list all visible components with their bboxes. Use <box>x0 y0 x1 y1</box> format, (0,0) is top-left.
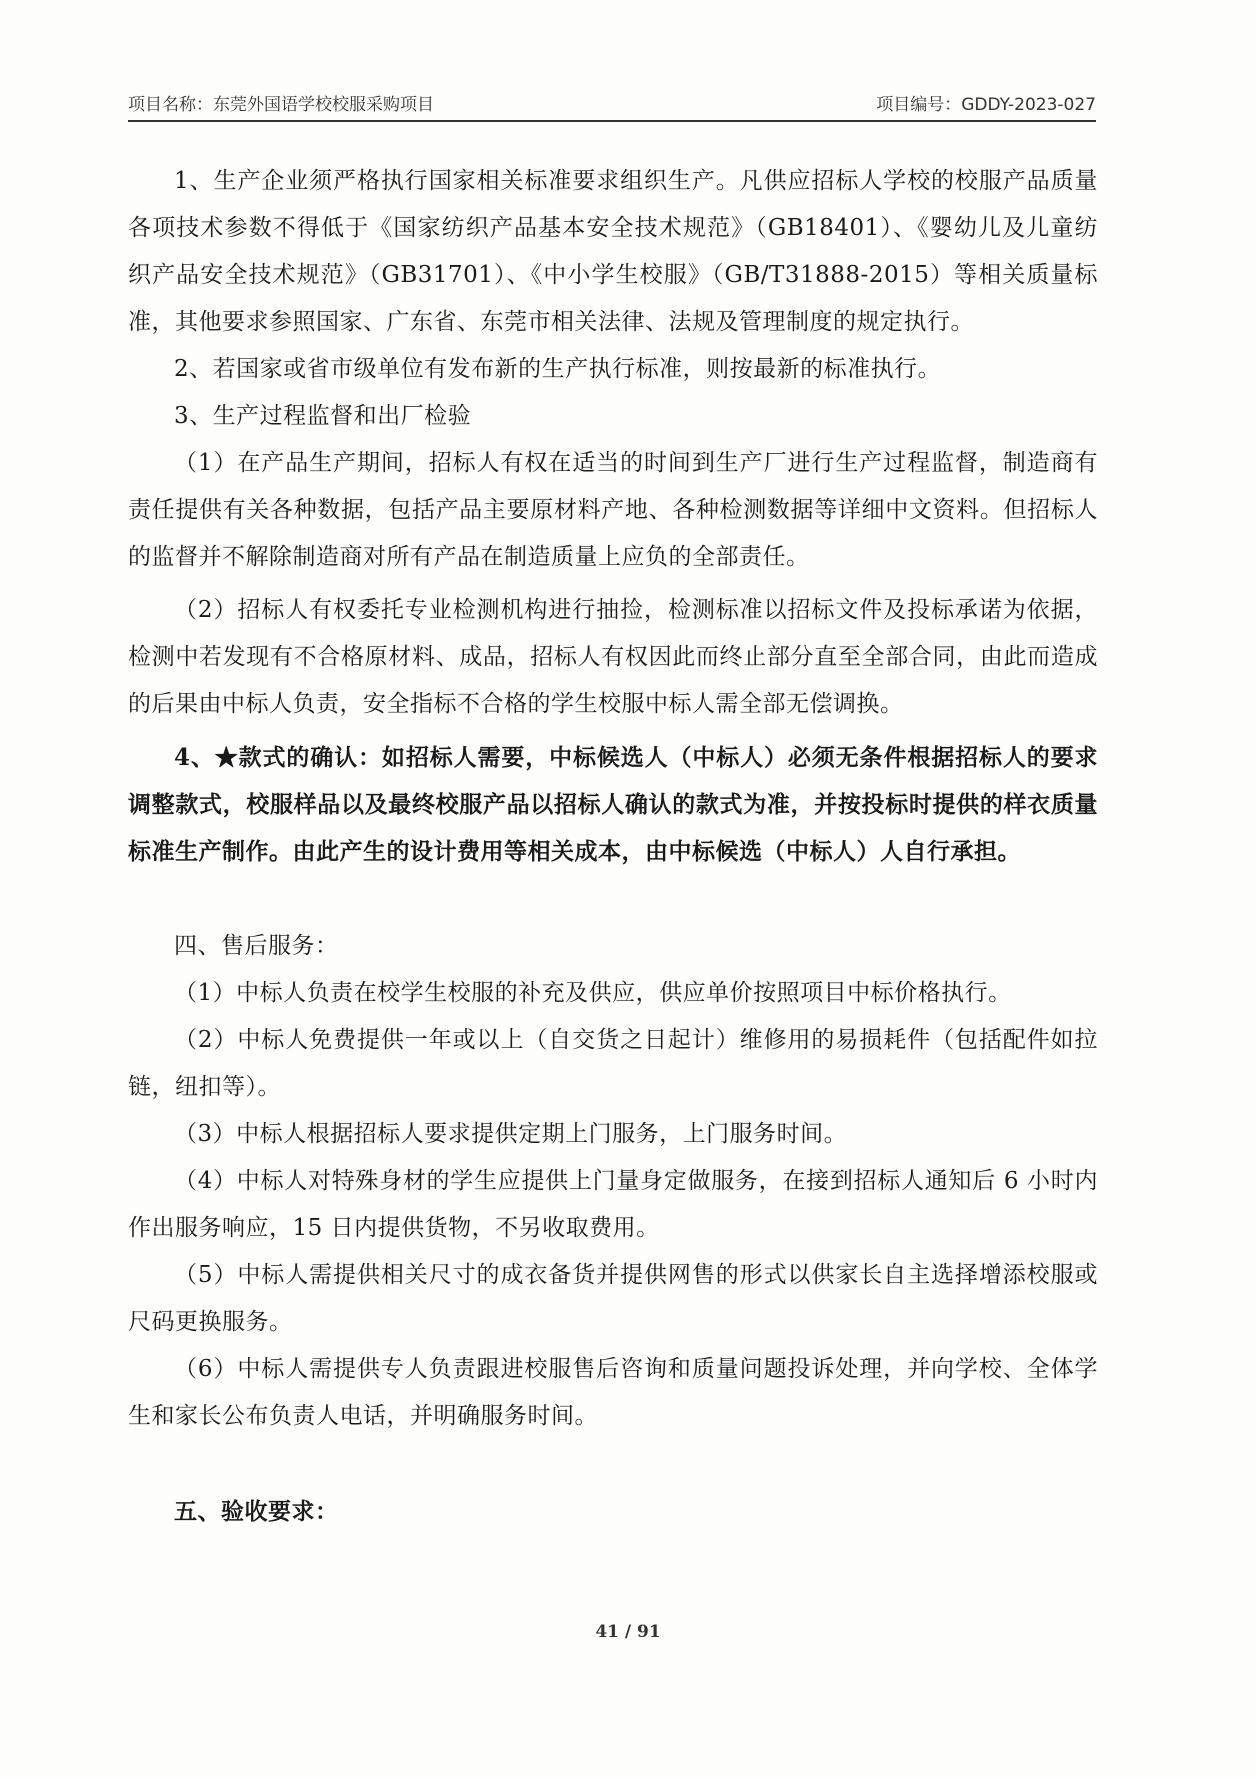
page-number: 41 / 91 <box>595 1622 661 1642</box>
after-sales-item: （4）中标人对特殊身材的学生应提供上门量身定做服务，在接到招标人通知后 6 小时内作出服务响应，15 日内提供货物，不另收取费用。 <box>128 1168 1098 1241</box>
paragraph-standards: 1、生产企业须严格执行国家相关标准要求组织生产。凡供应招标人学校的校服产品质量各项技术参数不得低于《国家纺织产品基本安全技术规范》（GB18401）、《婴幼儿及儿童纺织产品安全技术规范》（GB31701）、《中小学生校服》（GB/T31888-2015）等相关质量标准，其他要求参照国家、广东省、东莞市相关法律、法规及管理制度的规定执行。 <box>128 168 1098 335</box>
document-body <box>128 158 1098 1535</box>
after-sales-item: （6）中标人需提供专人负责跟进校服售后咨询和质量问题投诉处理，并向学校、全体学生和家长公布负责人电话，并明确服务时间。 <box>128 1356 1098 1429</box>
after-sales-item: （3）中标人根据招标人要求提供定期上门服务，上门服务时间。 <box>174 1121 848 1147</box>
paragraph-supervision-1: （1）在产品生产期间，招标人有权在适当的时间到生产厂进行生产过程监督，制造商有责任提供有关各种数据，包括产品主要原材料产地、各种检测数据等详细中文资料。但招标人的监督并不解除制造商对所有产品在制造质量上应负的全部责任。 <box>128 450 1098 570</box>
after-sales-item: （5）中标人需提供相关尺寸的成衣备货并提供网售的形式以供家长自主选择增添校服或尺码更换服务。 <box>128 1262 1098 1335</box>
project-number: 项目编号：GDDY-2023-027 <box>876 95 1096 115</box>
after-sales-item: （1）中标人负责在校学生校服的补充及供应，供应单价按照项目中标价格执行。 <box>174 980 1012 1006</box>
paragraph-style-confirmation: 4、★款式的确认：如招标人需要，中标候选人（中标人）必须无条件根据招标人的要求调整款式，校服样品以及最终校服产品以招标人确认的款式为准，并按投标时提供的样衣质量标准生产制作。由此产生的设计费用等相关成本，由中标候选（中标人）人自行承担。 <box>128 744 1098 865</box>
project-name: 项目名称：东莞外国语学校校服采购项目 <box>128 95 434 115</box>
paragraph-new-standards: 2、若国家或省市级单位有发布新的生产执行标准，则按最新的标准执行。 <box>174 356 942 382</box>
paragraph-supervision-heading: 3、生产过程监督和出厂检验 <box>174 403 472 429</box>
section-acceptance-title: 五、验收要求： <box>174 1498 339 1525</box>
section-after-sales-title: 四、售后服务： <box>174 933 339 959</box>
paragraph-supervision-2: （2）招标人有权委托专业检测机构进行抽捡，检测标准以招标文件及投标承诺为依据，检测中若发现有不合格原材料、成品，招标人有权因此而终止部分直至全部合同，由此而造成的后果由中标人负责，安全指标不合格的学生校服中标人需全部无偿调换。 <box>128 597 1098 717</box>
after-sales-item: （2）中标人免费提供一年或以上（自交货之日起计）维修用的易损耗件（包括配件如拉链，纽扣等）。 <box>128 1027 1098 1100</box>
page-header <box>128 86 1096 122</box>
